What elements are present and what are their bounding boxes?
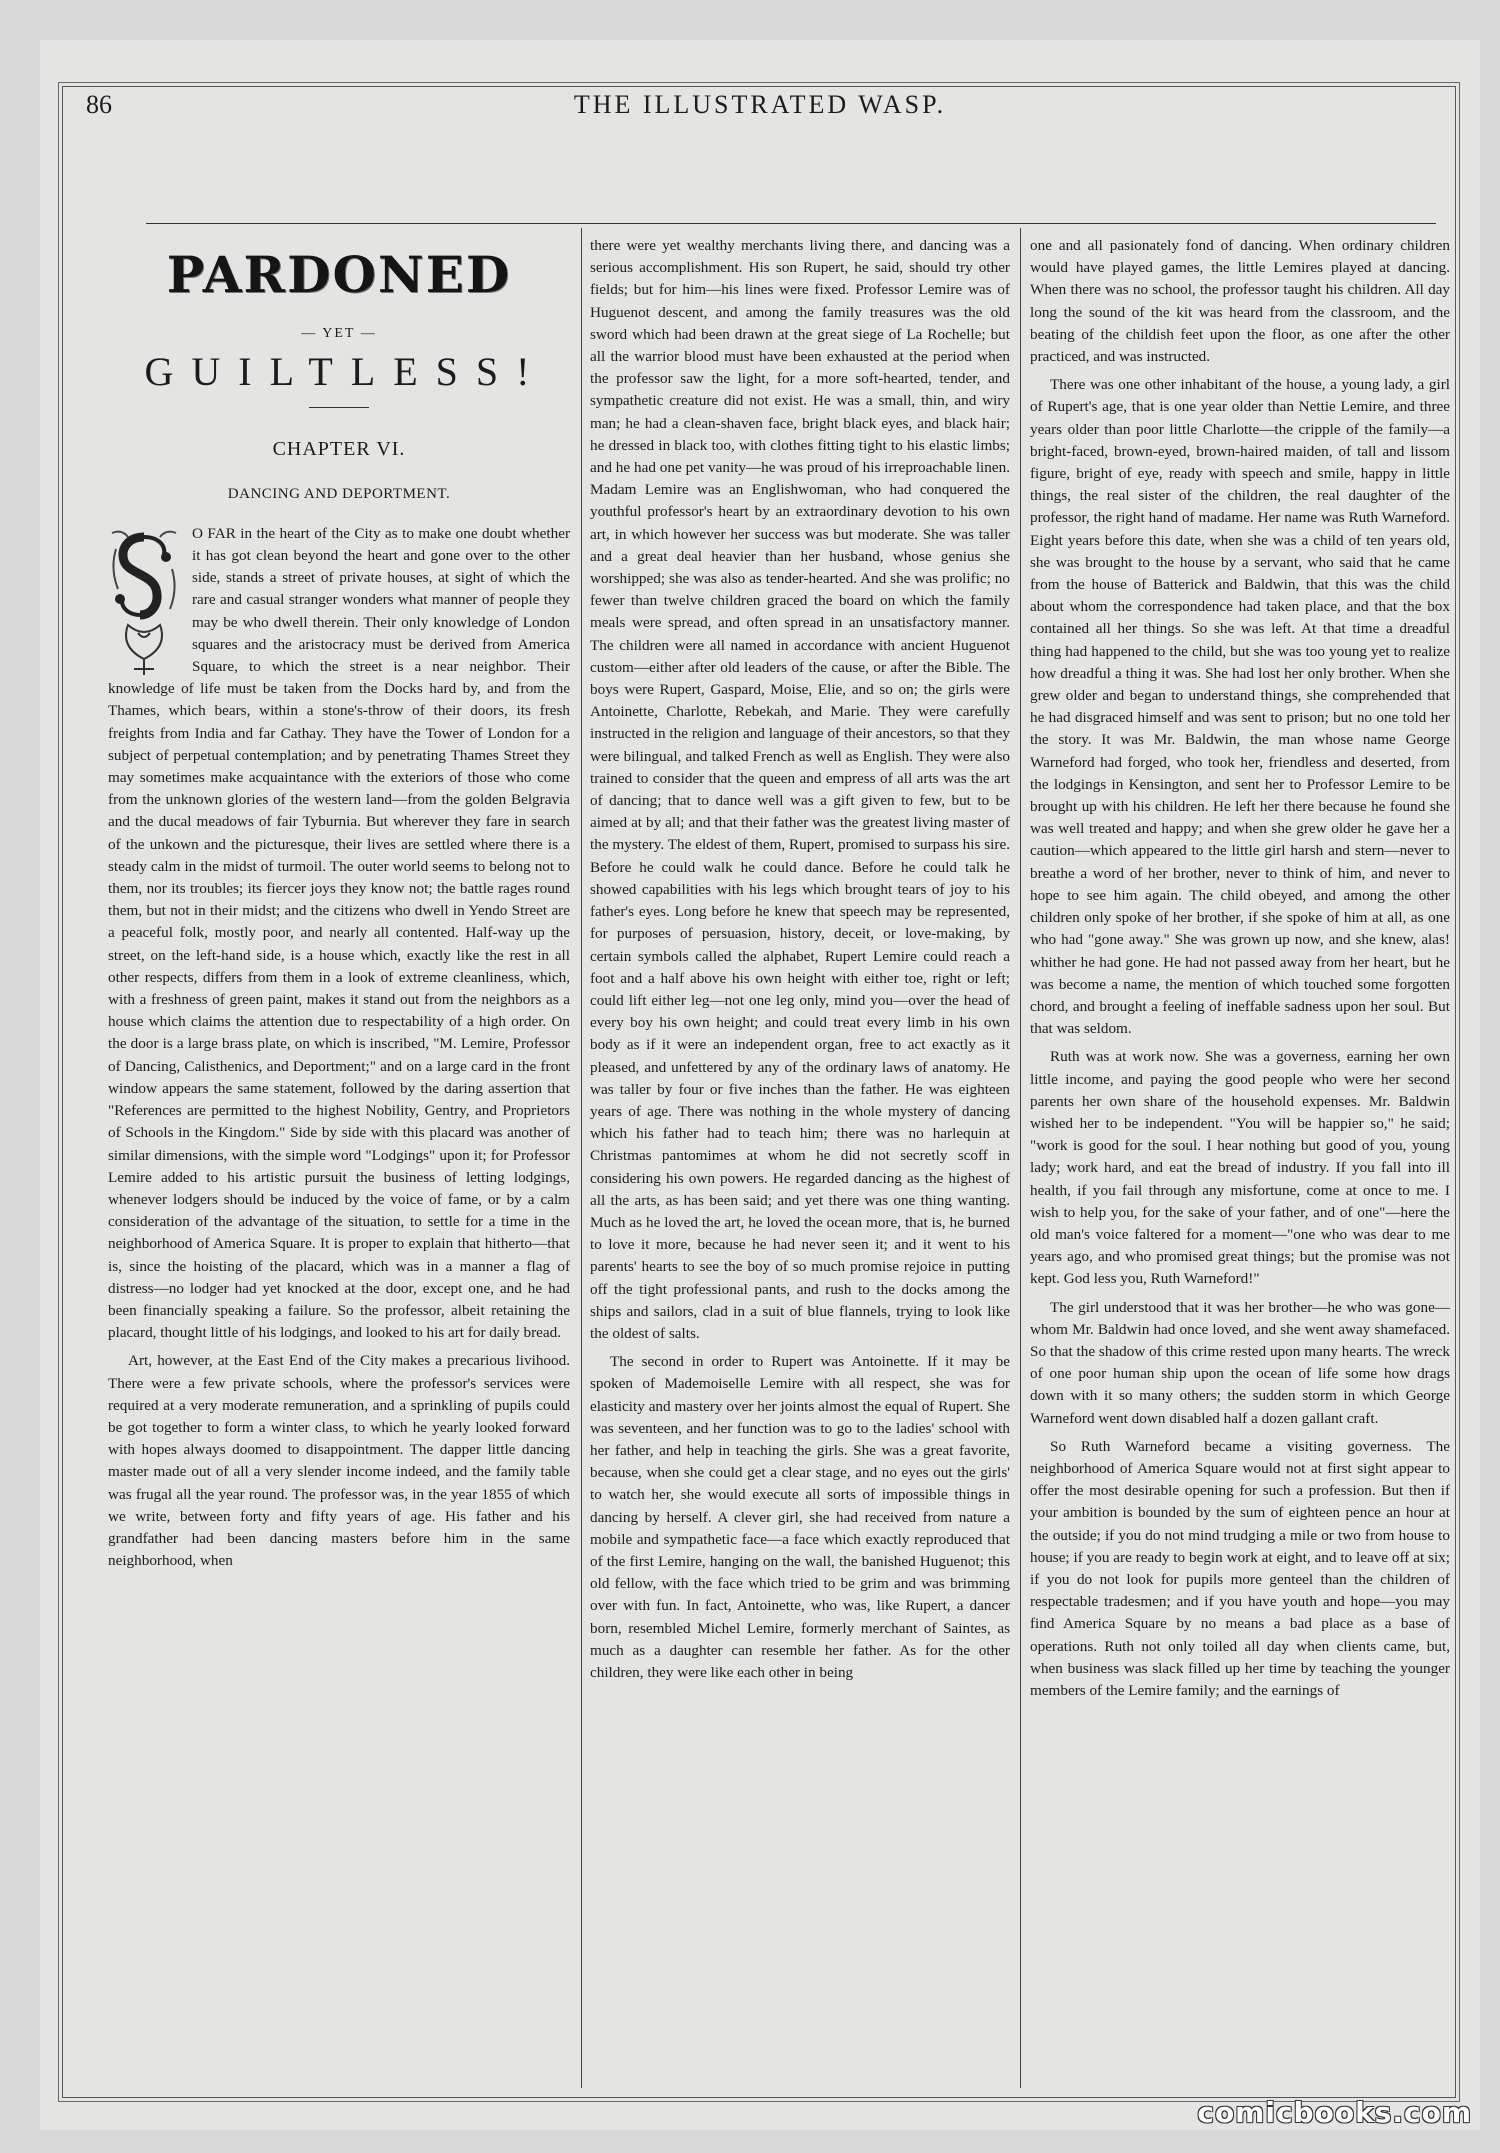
paragraph: there were yet wealthy merchants living there, and dancing was a serious accomplishment. His son Rupert, he said, should try other fields; but for him—his lines were fixed. Professor Lemire was of Huguenot descent, and among the family treasures was the old sword which had been drawn at the great siege of La Rochelle; but all the warrior blood must have been exhausted at the period when the professor saw the light, for a more soft-hearted, tender, and sympathetic creature did not exist. He was a small, thin, and wiry man; he had a clean-shaven face, bright black eyes, and black hair; he dressed in black too, with clothes fitting tight to his elastic limbs; and he had one pet vanity—he was proud of his irreproachable linen. Madam Lemire was an Englishwoman, who had conquered the youthful professor's heart by an extraordinary devotion to his own art, in which however her success was but moderate. She was taller and a great deal heavier than her husband, whose genius she worshipped; she was also as tender-hearted. And she was prolific; no fewer than twelve children graced the board on which the family meals were spread, and often spread in an unsatisfactory manner. The children were all named in accordance with ancient Huguenot custom—either after old leaders of the cause, or after the Bible. The boys were Rupert, Gaspard, Moise, Elie, and so on; the girls were Antoinette, Charlotte, Rebekah, and Marie. They were carefully instructed in the religion and language of their ancestors, so that they were bilingual, and talked French as well as English. They were also trained to consider that the queen and empress of all arts was the art of dancing; that to dance well was a gift given to few, but to be aimed at by all; and that their father was the greatest living master of the mystery. The eldest of them, Rupert, promised to surpass his sire. Before he could walk he could dance. Before he could talk he showed capabilities with his legs which brought tears of joy to his father's eyes. Long before he knew that speech may be represented, for purposes of persuasion, history, deceit, or love-making, by certain symbols called the alphabet, Rupert Lemire could reach a foot and a half above his own height with either toe, right or left; could lift either leg—not one leg only, mind you—over the head of every boy his own height; and could treat every limb in his own body as if it were an independent organ, free to act exactly as it pleased, and unfettered by any of the ordinary laws of anatomy. He was taller by four or five inches than the father. He was eighteen years of age. There was nothing in the whole mystery of dancing which his father had to teach him; there was no harlequin at Christmas pantomimes at whom he did not secretly scoff in considering his own powers. He regarded dancing as the highest of all the arts, as has been said; and yet there was one thing wanting. Much as he loved the art, he loved the ocean more, that is, he burned to love it more, because he had never seen it; and it went to his parents' hearts to see the boy of so much promise rejoice in putting off the tight professional pants, and rush to the docks among the ships and sailors, clad in a suit of blue flannels, trying to look like the oldest of salts. [590, 237, 1010, 1342]
title-divider [309, 407, 369, 408]
running-title: THE ILLUSTRATED WASP. [573, 90, 947, 119]
story-title-guiltless: GUILTLESS! [144, 349, 548, 395]
dropcap-ornament-icon [108, 529, 180, 677]
paragraph: one and all pasionately fond of dancing. When ordinary children would have played games, the little Lemires played at dancing. When there was no school, the professor taught his children. All day long the sound of the kit was heard from the classroom, and the beating of the childish feet upon the floor, as one after the other practiced, and was instructed. [1030, 237, 1450, 366]
column-divider-2 [1020, 228, 1021, 2088]
story-title-yet: — YET — [301, 326, 377, 341]
page-number: 86 [86, 90, 112, 119]
paragraph: There was one other inhabitant of the house, a young lady, a girl of Rupert's age, that is one year older than Nettie Lemire, and three years older than poor little Charlotte—the cripple of the family—a bright-faced, brown-eyed, brown-haired maiden, of tall and lissom figure, bright of eye, ready with speech and smile, happy in little things, the real sister of the children, the real daughter of the professor, the right hand of madame. Her name was Ruth Warneford. Eight years before this date, when she was a child of ten years old, she was brought to the house by a servant, who said that he came from the house of Batterick and Baldwin, that this was the child about whom the correspondence had taken place, and that the box contained all her things. So she was left. At that time a dreadful thing had happened to the child, but she was too young yet to realize how dreadful a thing it was. She had lost her only brother. When she grew older and began to understand things, she comprehended that he had disgraced himself and was sent to prison; but no one told her the story. It was Mr. Baldwin, the man whose name George Warneford had forged, who took her, friendless and deserted, from the lodgings in Kensington, and sent her to Professor Lemire to be brought up with his children. He left her there because he found she was well treated and happy; and when she grew older he gave her a caution—which appeared to the little girl harsh and stern—never to breathe a word of her brother, never to think of him, and never to hope to see him again. The child obeyed, and among the other children only spoke of her brother, if she spoke of him at all, as one who had "gone away." She was grown up now, and she knew, alas! whither he had gone. He had not passed away from her heart, but he was become a name, the mention of which touched some forgotten chord, and brought a feeling of ineffable sadness upon her soul. But that was seldom. [1030, 376, 1450, 1038]
story-title-pardoned: PARDONED [166, 245, 512, 304]
column-2 [590, 235, 1010, 2085]
chapter-subtitle: DANCING AND DEPORTMENT. [227, 485, 451, 502]
watermark: comicbooks.com [1197, 2096, 1472, 2129]
paragraph: The girl understood that it was her brother—he who was gone—whom Mr. Baldwin had once loved, and she went away shamefaced. So that the shadow of this crime rested upon many hearts. The wreck of one poor human ship upon the ocean of life some how drags down with it so many others; the sudden storm in which George Warneford went down disabled half a dozen gallant craft. [1030, 1298, 1450, 1427]
paragraph: Art, however, at the East End of the City makes a precarious livihood. There were a few private schools, where the professor's services were required at a very moderate remuneration, and a sprinkling of pupils could be got together to form a winter class, to which he yearly looked forward with hopes always doomed to disappointment. The dapper little dancing master made out of all a very slender income indeed, and the family table was frugal all the year round. The professor was, in the year 1855 of which we write, between forty and fifty years of age. His father and his grandfather had been dancing masters before him in the same neighborhood, when [108, 1352, 570, 1570]
header-rule [146, 223, 1436, 224]
chapter-heading: CHAPTER VI. [272, 438, 406, 461]
paragraph: The second in order to Rupert was Antoinette. If it may be spoken of Mademoiselle Lemire with all respect, she was for elasticity and mastery over her joints almost the equal of Rupert. She was seventeen, and her function was to go to the ladies' school with her father, and help in teaching the girls. She was a great favorite, because, when she could get a clear stage, and no eyes out the girls' to watch her, she would execute all sorts of impossible things in dancing by herself. A clever girl, she had received from nature a mobile and sympathetic face—a face which exactly reproduced that of the first Lemire, hanging on the wall, the banished Huguenot; this old fellow, with the face which tried to be grim and was brimming over with fun. In fact, Antoinette, who was, like Rupert, a dancer born, resembled Michel Lemire, formerly merchant of Saintes, as much as a daughter can resemble her father. As for the other children, they were like each other in being [590, 1353, 1010, 1681]
column-1 [108, 235, 570, 2085]
paragraph: O FAR in the heart of the City as to make one doubt whether it has got clean beyond the heart and gone over to the other side, stands a street of private houses, at sight of which the rare and casual stranger wonders what manner of people they may be who dwell therein. Their only knowledge of London squares and the aristocracy must be derived from America Square, to which the street is a near neighbor. Their knowledge of life must be taken from the Docks hard by, and from the Thames, which bears, within a stone's-throw of their doors, its fresh freights from India and far Cathay. They have the Tower of London for a subject of perpetual contemplation; and by penetrating Thames Street they may sometimes make acquaintance with the exteriors of those who come from the unknown glories of the western land—from the golden Belgravia and the ducal meadows of fair Tyburnia. But wherever they fare in search of the unkown and the picturesque, their lives are settled where there is a steady calm in the midst of turmoil. The outer world seems to belong not to them, nor its troubles; its fiercer joys they know not; the battle rages round them, but not in their midst; and the citizens who dwell in Yendo Street are a peaceful folk, mostly poor, and nearly all contented. Half-way up the street, on the left-hand side, is a house which, exactly like the rest in all other respects, differs from them in a look of extreme cleanliness, which, with a freshness of green paint, makes it stand out from the neighbors as a house which claims the attention due to respectability of a high order. On the door is a large brass plate, on which is inscribed, "M. Lemire, Professor of Dancing, Calisthenics, and Deportment;" and on a large card in the front window appears the same statement, followed by the daring assertion that "References are permitted to the highest Nobility, Gentry, and Proprietors of Schools in the Kingdom." Side by side with this placard was another of similar dimensions, with the simple word "Lodgings" upon it; for Professor Lemire added to his artistic pursuit the business of letting lodgings, whenever lodgers should be induced by the voice of fame, or by a calm consideration of the advantage of the situation, to settle for a time in the neighborhood of America Square. It is proper to explain that hitherto—that is, since the hoisting of the placard, which was in a manner a flag of distress—no lodger had yet knocked at the door, except one, and he had been financially speaking a failure. So the professor, albeit retaining the placard, thought little of his lodgings, and looked to his art for daily bread. [108, 524, 570, 1342]
column-divider-1 [581, 228, 582, 2088]
column-3 [1030, 235, 1450, 2085]
ornamental-dropcap-s [108, 529, 180, 677]
magazine-page [40, 40, 1480, 2130]
paragraph: Ruth was at work now. She was a governess, earning her own little income, and paying the good people who were her second parents her own share of the household expenses. Mr. Baldwin wished her to be independent. "You will be happier so," he said; "work is good for the soul. I hear nothing but good of you, young lady; work hard, and eat the bread of industry. If you fall into ill health, if you fail through any misfortune, come at once to me. I wish to help you, for the sake of your father, and of one"—here the old man's voice faltered for a moment—"one who was dear to me years ago, and who promised great things; but the promise was not kept. God less you, Ruth Warneford!" [1030, 1048, 1450, 1288]
paragraph: So Ruth Warneford became a visiting governess. The neighborhood of America Square would not at first sight appear to offer the most desirable opening for such a profession. But then if your ambition is bounded by the sum of eighteen pence an hour at the outside; if you do not mind trudging a mile or two from house to house; if you are ready to begin work at eight, and to leave off at six; if you do not look for pupils more genteel than the children of respectable tradesmen; and if you have youth and hope—you may find America Square by no means a bad place as a base of operations. Ruth not only toiled all day when clients came, but, when business was slack filled up her time by teaching the younger members of the Lemire family; and the earnings of [1030, 1437, 1450, 1699]
